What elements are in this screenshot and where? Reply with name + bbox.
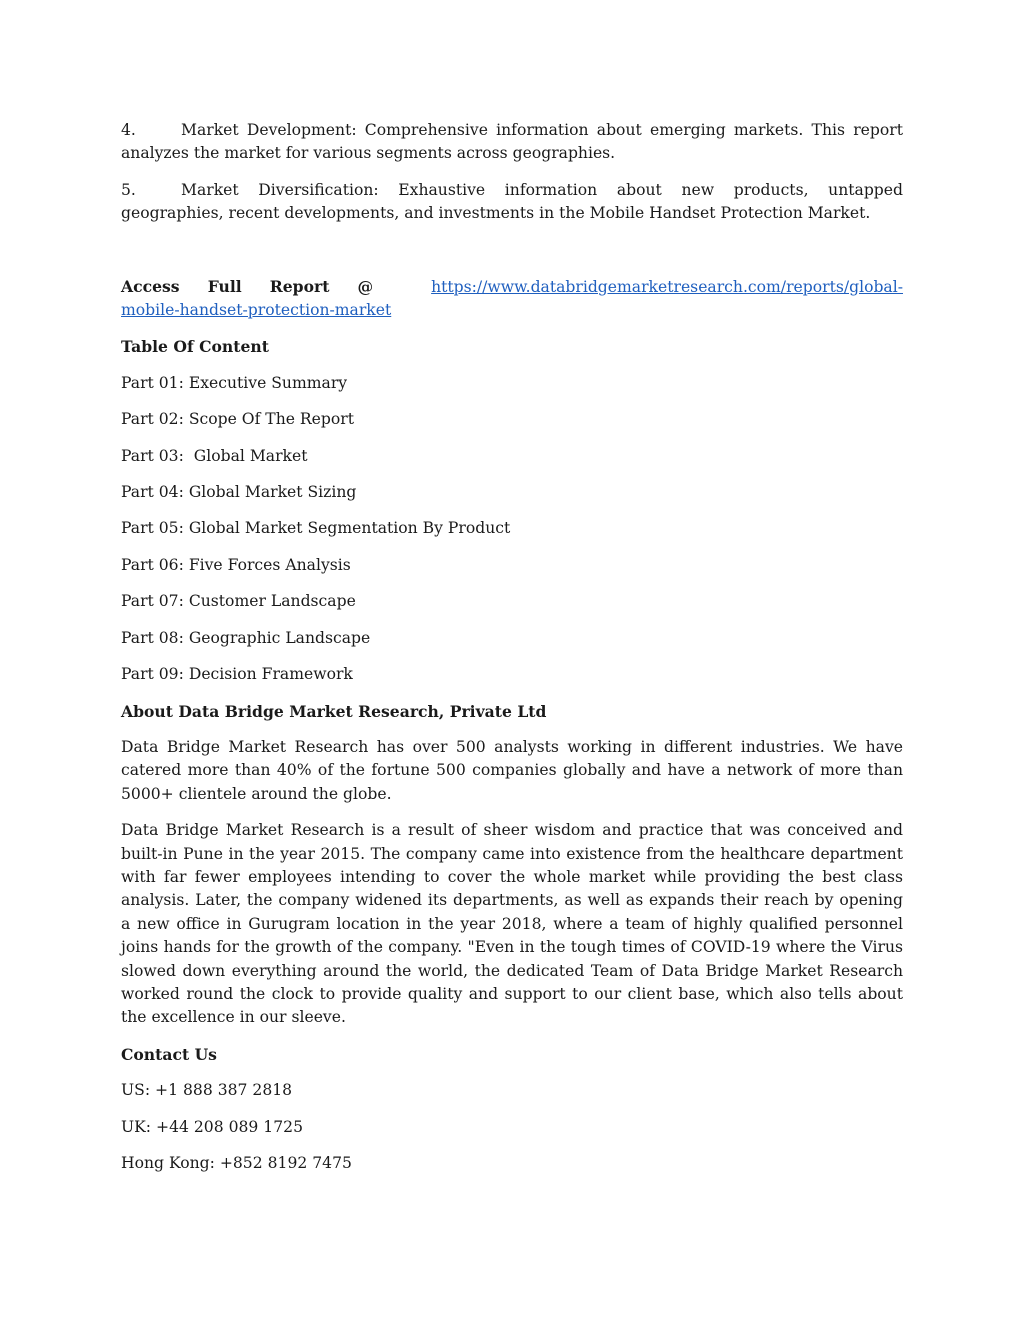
toc-item: Part 02: Scope Of The Report <box>121 410 354 429</box>
contact-uk-phone: UK: +44 208 089 1725 <box>121 1117 303 1136</box>
list-item-market-development <box>121 119 903 166</box>
contact-hk-phone: Hong Kong: +852 8192 7475 <box>121 1154 352 1172</box>
access-label: Access Full Report @ <box>121 276 374 296</box>
about-heading: About Data Bridge Market Research, Private Ltd <box>121 701 547 721</box>
about-paragraph: Data Bridge Market Research is a result of sheer wisdom and practice that was conceived and built-in Pune in the year 2015. The company came into existence from the healthcare department with far fewer employees intending to cover the whole market while providing the best class analysis. Later, the company widened its departments, as well as expands their reach by opening a new office in Gurugram location in the year 2018, where a team of highly qualified personnel joins hands for the growth of the company. "Even in the tough times of COVID-19 where the Virus slowed down everything around the world, the dedicated Team of Data Bridge Market Research worked round the clock to provide quality and support to our client base, which also tells about the excellence in our sleeve. <box>121 821 903 1027</box>
toc-item: Part 06: Five Forces Analysis <box>121 555 351 574</box>
contact-heading: Contact Us <box>121 1044 217 1064</box>
document-page <box>121 119 903 1188</box>
toc-heading: Table Of Content <box>121 337 269 357</box>
toc-item: Part 09: Decision Framework <box>121 665 353 684</box>
contact-us-phone: US: +1 888 387 2818 <box>121 1081 293 1100</box>
list-item-number: 4. <box>121 121 136 139</box>
toc-item: Part 08: Geographic Landscape <box>121 628 371 647</box>
list-item-text: Market Diversification: Exhaustive information about new products, untapped geographies, recent developments, and investments in the Mobile Handset Protection Market. <box>121 180 903 223</box>
access-full-report <box>121 275 903 323</box>
about-paragraph: Data Bridge Market Research has over 500 analysts working in different industries. We have catered more than 40% of the fortune 500 companies globally and have a network of more than 5000+ clientele around the globe. <box>121 737 903 803</box>
toc-item: Part 01: Executive Summary <box>121 373 348 392</box>
report-link[interactable]: https://www.databridgemarketresearch.com/reports/global-mobile-handset-protection-market <box>121 277 903 320</box>
toc-item: Part 03: Global Market <box>121 446 308 465</box>
list-item-text: Market Development: Comprehensive information about emerging markets. This report analyzes the market for various segments across geographies. <box>121 121 903 163</box>
list-item-market-diversification <box>121 179 903 226</box>
toc-item: Part 05: Global Market Segmentation By Product <box>121 519 511 538</box>
toc-item: Part 04: Global Market Sizing <box>121 483 357 502</box>
toc-item: Part 07: Customer Landscape <box>121 592 356 611</box>
list-item-number: 5. <box>121 180 136 199</box>
